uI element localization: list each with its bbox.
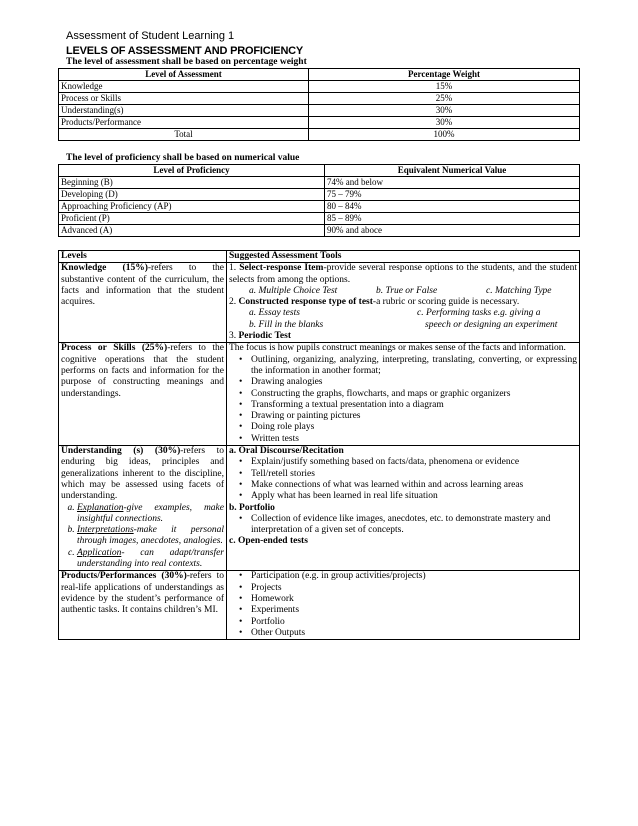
constructed-options-row1 bbox=[229, 308, 577, 319]
facet-term: Explanation bbox=[77, 502, 124, 513]
weights-col-level: Level of Assessment bbox=[59, 69, 309, 81]
proficiency-level: Advanced (A) bbox=[59, 225, 325, 237]
weight-value: 15% bbox=[309, 81, 580, 93]
facets-list bbox=[61, 503, 224, 571]
item-number: 2. bbox=[229, 297, 239, 308]
facet-desc: - can adapt/transfer understanding into real contexts. bbox=[77, 547, 224, 570]
constructed-response-title: Constructed response type of test bbox=[238, 297, 373, 308]
list-item: • Written tests bbox=[251, 434, 577, 445]
list-item: • Other Outputs bbox=[251, 628, 577, 639]
knowledge-level-cell bbox=[59, 263, 227, 343]
list-item: • Homework bbox=[251, 594, 577, 605]
option-fill-blanks: b. Fill in the blanks bbox=[249, 319, 324, 330]
table-row bbox=[59, 105, 580, 117]
item-number: 3. bbox=[229, 331, 239, 342]
facet-term: Application bbox=[77, 547, 122, 558]
option-true-false: b. True or False bbox=[376, 285, 438, 296]
table-row bbox=[59, 225, 580, 237]
proficiency-level: Approaching Proficiency (AP) bbox=[59, 201, 325, 213]
constructed-options-row2 bbox=[229, 320, 577, 331]
weights-section bbox=[58, 57, 580, 141]
weights-table bbox=[58, 68, 580, 141]
total-row bbox=[59, 129, 580, 141]
tools-table bbox=[58, 250, 580, 640]
list-item: • Tell/retell stories bbox=[251, 469, 577, 480]
process-tools-cell bbox=[227, 343, 580, 446]
process-desc: -refers to the cognitive operations that the student performs on facts and information for the purpose of constructing meanings and understandings. bbox=[61, 343, 225, 399]
proficiency-table bbox=[58, 164, 580, 237]
list-item: • Drawing or painting pictures bbox=[251, 411, 577, 422]
understanding-level-cell bbox=[59, 446, 227, 571]
list-item: • Transforming a textual presentation into a diagram bbox=[251, 400, 577, 411]
list-item: • Doing role plays bbox=[251, 422, 577, 433]
option-essay: a. Essay tests bbox=[249, 308, 300, 319]
facet-desc: -give examples, make insightful connections. bbox=[77, 502, 224, 524]
understanding-tools-cell bbox=[227, 446, 580, 571]
products-tools-cell bbox=[227, 571, 580, 640]
option-matching: c. Matching Type bbox=[486, 285, 552, 296]
facet-desc: -make it personal through images, anecdotes, analogies. bbox=[77, 525, 224, 547]
table-row bbox=[59, 177, 580, 189]
proficiency-col-value: Equivalent Numerical Value bbox=[325, 165, 580, 177]
proficiency-col-level: Level of Proficiency bbox=[59, 165, 325, 177]
proficiency-value: 90% and aboce bbox=[325, 225, 580, 237]
weights-col-weight: Percentage Weight bbox=[309, 69, 580, 81]
weight-value: 30% bbox=[309, 105, 580, 117]
table-row-knowledge bbox=[59, 263, 580, 343]
option-performing-tasks-cont: speech or designing an experiment bbox=[425, 319, 558, 330]
list-item: • Participation (e.g. in group activities/projects) bbox=[251, 571, 577, 582]
list-item bbox=[77, 503, 224, 526]
proficiency-caption: The level of proficiency shall be based on numerical value bbox=[66, 153, 300, 163]
process-intro: The focus is how pupils construct meanings or makes sense of the facts and information. bbox=[229, 343, 566, 354]
understanding-desc: -refers to enduring big ideas, principles and generalizations inherent to the discipline, which may be assessed using facets of understanding. bbox=[61, 446, 224, 502]
proficiency-value: 75 – 79% bbox=[325, 189, 580, 201]
proficiency-level: Beginning (B) bbox=[59, 177, 325, 189]
select-response-options bbox=[229, 286, 577, 297]
list-item: • Portfolio bbox=[251, 617, 577, 628]
products-bullets bbox=[229, 571, 577, 639]
facet-term: Interpretations bbox=[77, 525, 134, 536]
weight-level: Knowledge bbox=[59, 81, 309, 93]
table-row-process bbox=[59, 343, 580, 446]
list-item bbox=[77, 525, 224, 548]
table-row bbox=[59, 81, 580, 93]
knowledge-tools-cell bbox=[227, 263, 580, 343]
list-item: • Apply what has been learned in real life situation bbox=[251, 491, 577, 502]
list-item: • Drawing analogies bbox=[251, 377, 577, 388]
tools-col-tools: Suggested Assessment Tools bbox=[227, 251, 580, 263]
list-item: • Experiments bbox=[251, 605, 577, 616]
table-row bbox=[59, 213, 580, 225]
list-item: • Collection of evidence like images, anecdotes, etc. to demonstrate mastery and interpretation of a given set of concepts. bbox=[251, 514, 577, 537]
table-row bbox=[59, 93, 580, 105]
course-title: Assessment of Student Learning 1 bbox=[66, 30, 235, 42]
products-desc: -refers to real-life applications of understandings as evidence by the student’s performance of authentic tasks. It contains children’s MI. bbox=[61, 571, 224, 616]
total-value: 100% bbox=[309, 129, 580, 141]
select-response-text: -provide several response options to the students, and the student selects from among the options. bbox=[229, 263, 577, 285]
weight-value: 30% bbox=[309, 117, 580, 129]
proficiency-level: Developing (D) bbox=[59, 189, 325, 201]
list-item: • Make connections of what was learned within and across learning areas bbox=[251, 480, 577, 491]
process-bullets bbox=[229, 355, 577, 445]
oral-discourse-bullets bbox=[229, 457, 577, 502]
proficiency-section bbox=[58, 153, 580, 237]
proficiency-value: 80 – 84% bbox=[325, 201, 580, 213]
page-title: LEVELS OF ASSESSMENT AND PROFICIENCY bbox=[66, 45, 304, 57]
item-number: 1. bbox=[229, 263, 240, 274]
list-item: • Explain/justify something based on facts/data, phenomena or evidence bbox=[251, 457, 577, 468]
knowledge-desc: -refers to the substantive content of the curriculum, the facts and information that the student acquires. bbox=[61, 263, 225, 308]
weight-value: 25% bbox=[309, 93, 580, 105]
table-row-products bbox=[59, 571, 580, 640]
weight-level: Products/Performance bbox=[59, 117, 309, 129]
proficiency-value: 85 – 89% bbox=[325, 213, 580, 225]
weight-level: Understanding(s) bbox=[59, 105, 309, 117]
process-label: Process or Skills (25%) bbox=[61, 343, 168, 354]
list-item: • Outlining, organizing, analyzing, interpreting, translating, converting, or expressing the information in another format; bbox=[251, 355, 577, 378]
process-level-cell bbox=[59, 343, 227, 446]
proficiency-level: Proficient (P) bbox=[59, 213, 325, 225]
table-row bbox=[59, 117, 580, 129]
periodic-test-title: Periodic Test bbox=[238, 331, 292, 342]
table-row bbox=[59, 189, 580, 201]
constructed-response-text: -a rubric or scoring guide is necessary. bbox=[372, 297, 520, 308]
tools-col-levels: Levels bbox=[59, 251, 227, 263]
table-row bbox=[59, 201, 580, 213]
list-item: • Projects bbox=[251, 583, 577, 594]
option-multiple-choice: a. Multiple Choice Test bbox=[249, 285, 338, 296]
products-level-cell bbox=[59, 571, 227, 640]
products-label: Products/Performances (30%) bbox=[61, 571, 187, 582]
list-item bbox=[77, 548, 224, 571]
open-ended-title: c. Open-ended tests bbox=[229, 536, 308, 547]
tools-section bbox=[58, 250, 580, 640]
select-response-title: Select-response Item bbox=[239, 263, 324, 274]
weights-caption: The level of assessment shall be based on percentage weight bbox=[66, 57, 307, 67]
understanding-label: Understanding (s) (30%) bbox=[61, 446, 181, 457]
weight-level: Process or Skills bbox=[59, 93, 309, 105]
proficiency-value: 74% and below bbox=[325, 177, 580, 189]
table-row-understanding bbox=[59, 446, 580, 571]
portfolio-title: b. Portfolio bbox=[229, 502, 275, 513]
total-label: Total bbox=[59, 129, 309, 141]
oral-discourse-title: a. Oral Discourse/Recitation bbox=[229, 446, 344, 457]
knowledge-label: Knowledge (15%) bbox=[61, 263, 148, 274]
portfolio-bullets bbox=[229, 514, 577, 537]
option-performing-tasks: c. Performing tasks e.g. giving a bbox=[417, 308, 541, 319]
list-item: • Constructing the graphs, flowcharts, and maps or graphic organizers bbox=[251, 389, 577, 400]
